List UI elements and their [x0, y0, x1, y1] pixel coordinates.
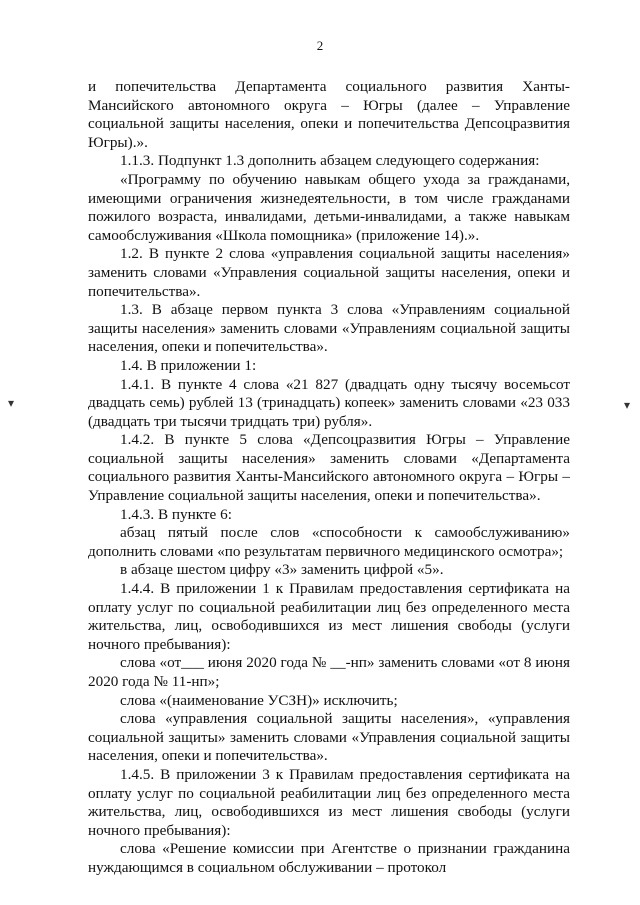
paragraph-1-4-5: 1.4.5. В приложении 3 к Правилам предоставления сертификата на оплату услуг по социальной реабилитации лиц без определенного места жительства, лиц, освободившихся из мест лишения свободы (услуги ночного пребывания):	[88, 765, 570, 839]
paragraph-1-1-3: 1.1.3. Подпункт 1.3 дополнить абзацем следующего содержания:	[120, 152, 540, 170]
paragraph-1-4-3: 1.4.3. В пункте 6:	[120, 505, 232, 523]
paragraph-words-decision: слова «Решение комиссии при Агентстве о признании гражданина нуждающимся в социальном обслуживании – протокол	[88, 840, 570, 876]
paragraph-1-4: 1.4. В приложении 1:	[120, 356, 257, 374]
paragraph-abzac-fifth: абзац пятый после слов «способности к самообслуживанию» дополнить словами «по результатам первичного медицинского осмотра»;	[88, 524, 570, 560]
paragraph-1-4-2: 1.4.2. В пункте 5 слова «Депсоцразвития Югры – Управление социальной защиты населения» заменить словами «Департамента социального развития Ханты-Мансийского автономного округа – Югры – Управление социальной защиты населения, опеки и попечительства».	[88, 431, 570, 505]
paragraph-1-3: 1.3. В абзаце первом пункта 3 слова «Управлениям социальной защиты населения» заменить словами «Управлениям социальной защиты населения, опеки и попечительства».	[88, 301, 570, 356]
paragraph-1-2: 1.2. В пункте 2 слова «управления социальной защиты населения» заменить словами «Управления социальной защиты населения, опеки и попечительства».	[88, 245, 570, 300]
paragraph-1-4-4: 1.4.4. В приложении 1 к Правилам предоставления сертификата на оплату услуг по социальной реабилитации лиц без определенного места жительства, лиц, освободившихся из мест лишения свободы (услуги ночного пребывания):	[88, 580, 570, 653]
paragraph-abzac-sixth: в абзаце шестом цифру «3» заменить цифрой «5».	[120, 561, 444, 579]
document-body	[88, 78, 570, 878]
margin-mark-left: ▾	[8, 396, 15, 410]
paragraph-words-exclude: слова «(наименование УСЗН)» исключить;	[120, 691, 398, 709]
margin-mark-right: ▾	[623, 398, 630, 412]
paragraph-words-date: слова «от___ июня 2020 года № __-нп» заменить словами «от 8 июня 2020 года № 11-нп»;	[88, 654, 570, 690]
page-number: 2	[316, 38, 324, 53]
paragraph-continuation: и попечительства Департамента социального развития Ханты-Мансийского автономного округа – Югры (далее – Управление социальной защиты населения, опеки и попечительства Депсоцразвития Югры).».	[88, 78, 570, 151]
paragraph-quote-program: «Программу по обучению навыкам общего ухода за гражданами, имеющими ограничения жизнедеятельности, в том числе гражданами пожилого возраста, инвалидами, детьми-инвалидами, а также навыкам самообслуживания «Школа помощника» (приложение 14).».	[88, 170, 570, 244]
paragraph-1-4-1: 1.4.1. В пункте 4 слова «21 827 (двадцать одну тысячу восемьсот двадцать семь) рублей 13 (тринадцать) копеек» заменить словами «23 033 (двадцать три тысячи тридцать три) рубля».	[88, 375, 570, 430]
paragraph-words-replace: слова «управления социальной защиты населения», «управления социальной защиты» заменить словами «Управления социальной защиты населения, опеки и попечительства».	[88, 710, 570, 765]
